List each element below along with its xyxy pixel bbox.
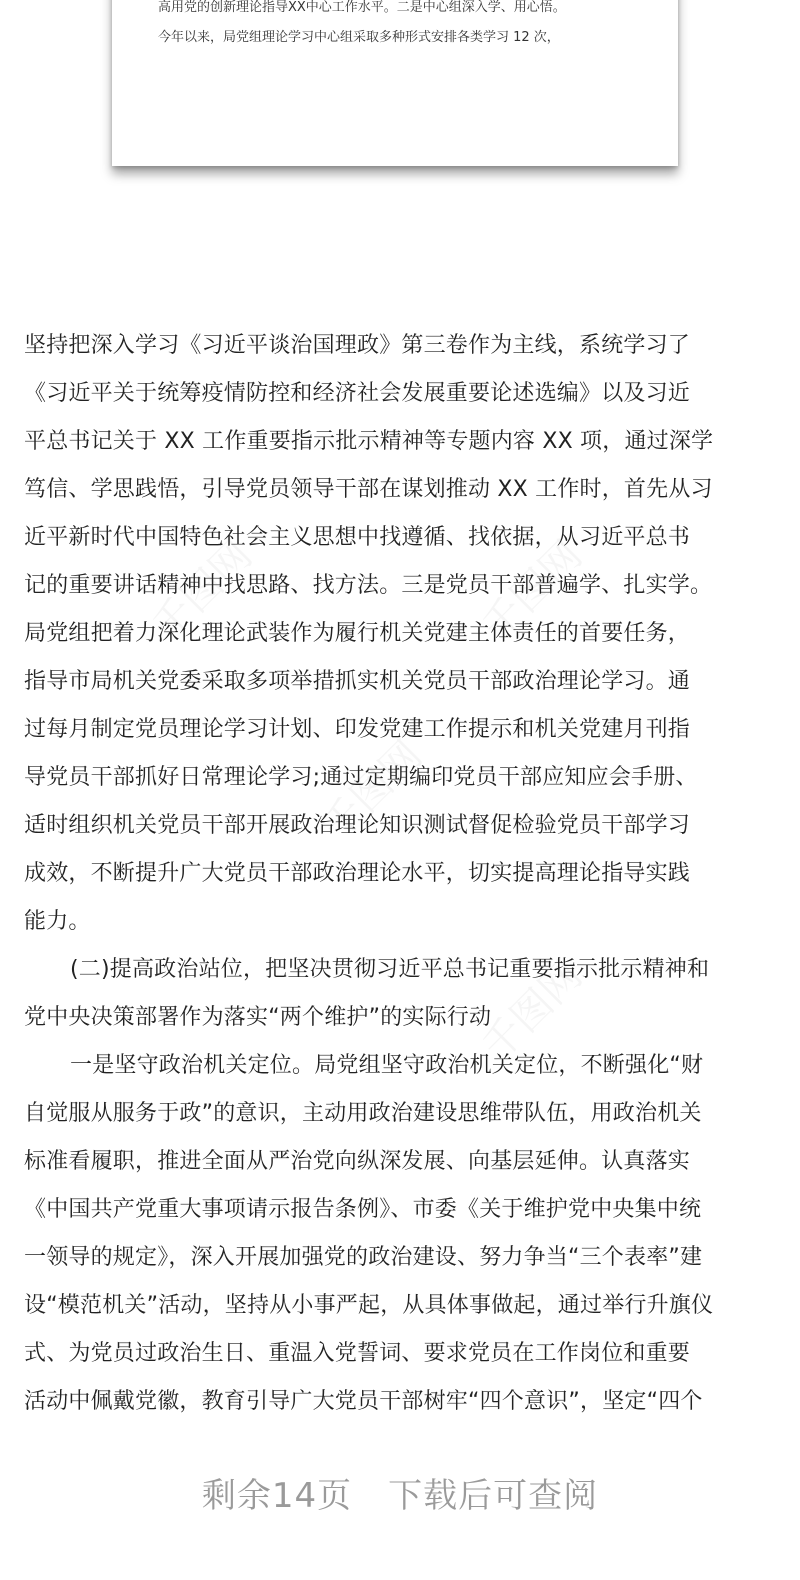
download-to-view-label[interactable]: 下载后可查阅 xyxy=(388,1475,599,1516)
body-line: 《习近平关于统筹疫情防控和经济社会发展重要论述选编》以及习近 xyxy=(24,381,691,406)
body-line: 成效，不断提升广大党员干部政治理论水平，切实提高理论指导实践 xyxy=(24,861,691,886)
body-line: 《中国共产党重大事项请示报告条例》、市委《关于维护党中央集中统 xyxy=(24,1197,702,1222)
body-line: 标准看履职，推进全面从严治党向纵深发展、向基层延伸。认真落实 xyxy=(24,1149,691,1174)
body-line: 指导市局机关党委采取多项举措抓实机关党员干部政治理论学习。通 xyxy=(24,669,691,694)
preview-line: 高用党的创新理论指导XX中心工作水平。二是中心组深入学、用心悟。 xyxy=(158,0,566,15)
body-line: 一是坚守政治机关定位。局党组坚守政治机关定位，不断强化“财 xyxy=(70,1053,704,1078)
watermark: 千图网 xyxy=(473,952,592,1070)
body-line: 局党组把着力深化理论武装作为履行机关党建主体责任的首要任务， xyxy=(24,621,691,646)
body-line: 适时组织机关党员干部开展政治理论知识测试督促检验党员干部学习 xyxy=(24,813,691,838)
body-line: 一领导的规定》，深入开展加强党的政治建设、努力争当“三个表率”建 xyxy=(24,1245,703,1270)
body-line: 自觉服从服务于政”的意识，主动用政治建设思维带队伍，用政治机关 xyxy=(24,1101,702,1126)
download-prompt-banner[interactable] xyxy=(0,1460,800,1524)
body-line: 过每月制定党员理论学习计划、印发党建工作提示和机关党建月刊指 xyxy=(24,717,691,742)
watermark: 千图网 xyxy=(313,732,432,850)
preview-line: 今年以来，局党组理论学习中心组采取多种形式安排各类学习 12 次， xyxy=(158,30,560,45)
watermark: 千图网 xyxy=(143,532,262,650)
section-heading: (二)提高政治站位，把坚决贯彻习近平总书记重要指示批示精神和 xyxy=(70,957,710,982)
watermark: 千图网 xyxy=(473,532,592,650)
body-line: 坚持把深入学习《习近平谈治国理政》第三卷作为主线，系统学习了 xyxy=(24,333,691,358)
document-body xyxy=(24,322,776,1426)
section-heading: 党中央决策部署作为落实“两个维护”的实际行动 xyxy=(24,1005,492,1030)
body-line: 式、为党员过政治生日、重温入党誓词、要求党员在工作岗位和重要 xyxy=(24,1341,691,1366)
body-line: 设“模范机关”活动，坚持从小事严起，从具体事做起，通过举行升旗仪 xyxy=(24,1293,714,1318)
document-preview-card xyxy=(112,0,678,166)
body-line: 能力。 xyxy=(24,909,91,934)
remaining-pages-label: 剩余14页 xyxy=(201,1475,353,1516)
body-line: 导党员干部抓好日常理论学习;通过定期编印党员干部应知应会手册、 xyxy=(24,765,698,790)
body-line: 平总书记关于 XX 工作重要指示批示精神等专题内容 XX 项，通过深学 xyxy=(24,429,714,454)
body-line: 近平新时代中国特色社会主义思想中找遵循、找依据，从习近平总书 xyxy=(24,525,691,550)
body-line: 活动中佩戴党徽，教育引导广大党员干部树牢“四个意识”，坚定“四个 xyxy=(24,1389,703,1414)
body-line: 笃信、学思践悟，引导党员领导干部在谋划推动 XX 工作时，首先从习 xyxy=(24,477,713,502)
body-line: 记的重要讲话精神中找思路、找方法。三是党员干部普遍学、扎实学。 xyxy=(24,573,713,598)
